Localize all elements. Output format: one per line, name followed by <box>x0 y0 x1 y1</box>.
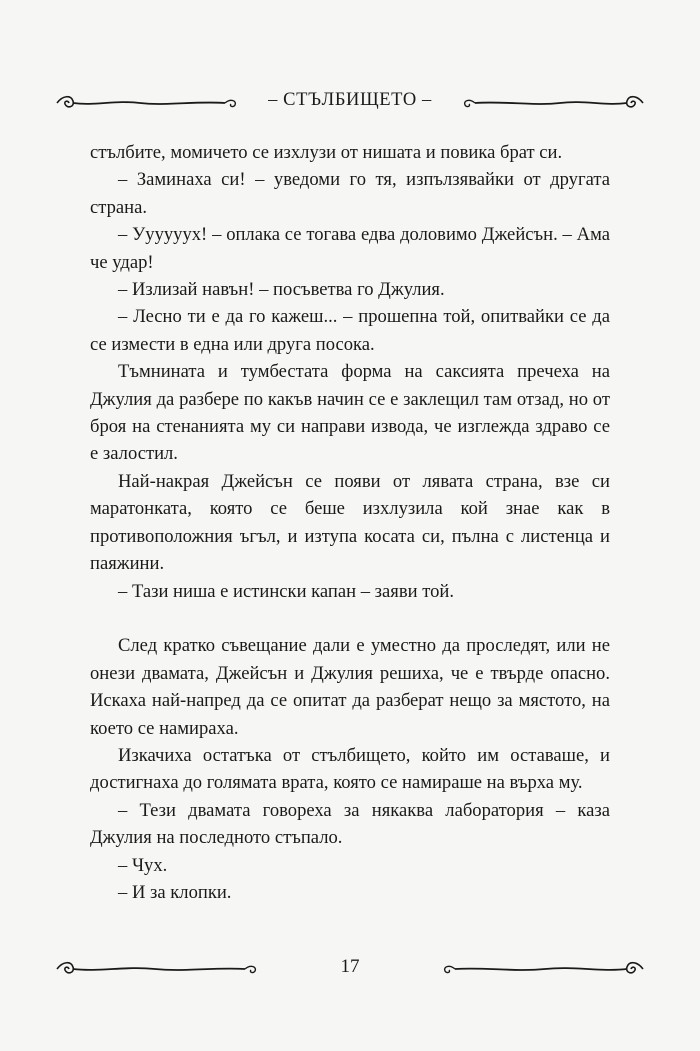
paragraph: Най-накрая Джейсън се появи от лявата страна, взе си маратонката, която се беше изхлузила кой знае как в противоположния ъгъл, и изтупа косата си, пълна с листенца и паяжини. <box>90 470 610 575</box>
section-break <box>90 605 610 632</box>
paragraph: – И за клопки. <box>118 881 232 903</box>
flourish-ornament-right <box>460 92 645 114</box>
page-number: 17 <box>340 956 360 977</box>
flourish-ornament-right <box>440 958 645 980</box>
paragraph: Тъмнината и тумбестата форма на саксията пречеха на Джулия да разбере по какъв начин се е заклещил там отзад, но от броя на стенанията му си направи извода, че изглежда здраво се е залостил. <box>90 361 610 465</box>
paragraph: – Чух. <box>118 854 168 876</box>
paragraph: – Заминаха си! – уведоми го тя, изпълзявайки от другата страна. <box>90 169 610 218</box>
paragraph: стълбите, момичето се изхлузи от нишата и повика брат си. <box>90 142 563 163</box>
paragraph: Изкачиха остатъка от стълбището, който им оставаше, и достигнаха до голямата врата, която се намираше на върха му. <box>90 744 610 794</box>
page-header <box>55 88 645 118</box>
paragraph: – Тази ниша е истински капан – заяви той. <box>118 580 454 602</box>
paragraph: След кратко съвещание дали е уместно да проследят, или не онези двамата, Джейсън и Джулия решиха, че е твърде опасно. Искаха най-напред да се опитат да разберат нещо за мястото, на което се намираха. <box>90 635 610 739</box>
page-body <box>90 139 610 906</box>
paragraph: – Излизай навън! – посъветва го Джулия. <box>118 279 445 301</box>
paragraph: – Тези двамата говореха за някаква лаборатория – каза Джулия на последното стъпало. <box>90 799 610 849</box>
paragraph: – Уууууух! – оплака се тогава едва доловимо Джейсън. – Ама че удар! <box>90 224 610 273</box>
page-footer <box>55 956 645 986</box>
running-title: – СТЪЛБИЩЕТО – <box>268 90 432 110</box>
paragraph: – Лесно ти е да го кажеш... – прошепна той, опитвайки се да се измести в една или друга посока. <box>90 306 610 355</box>
